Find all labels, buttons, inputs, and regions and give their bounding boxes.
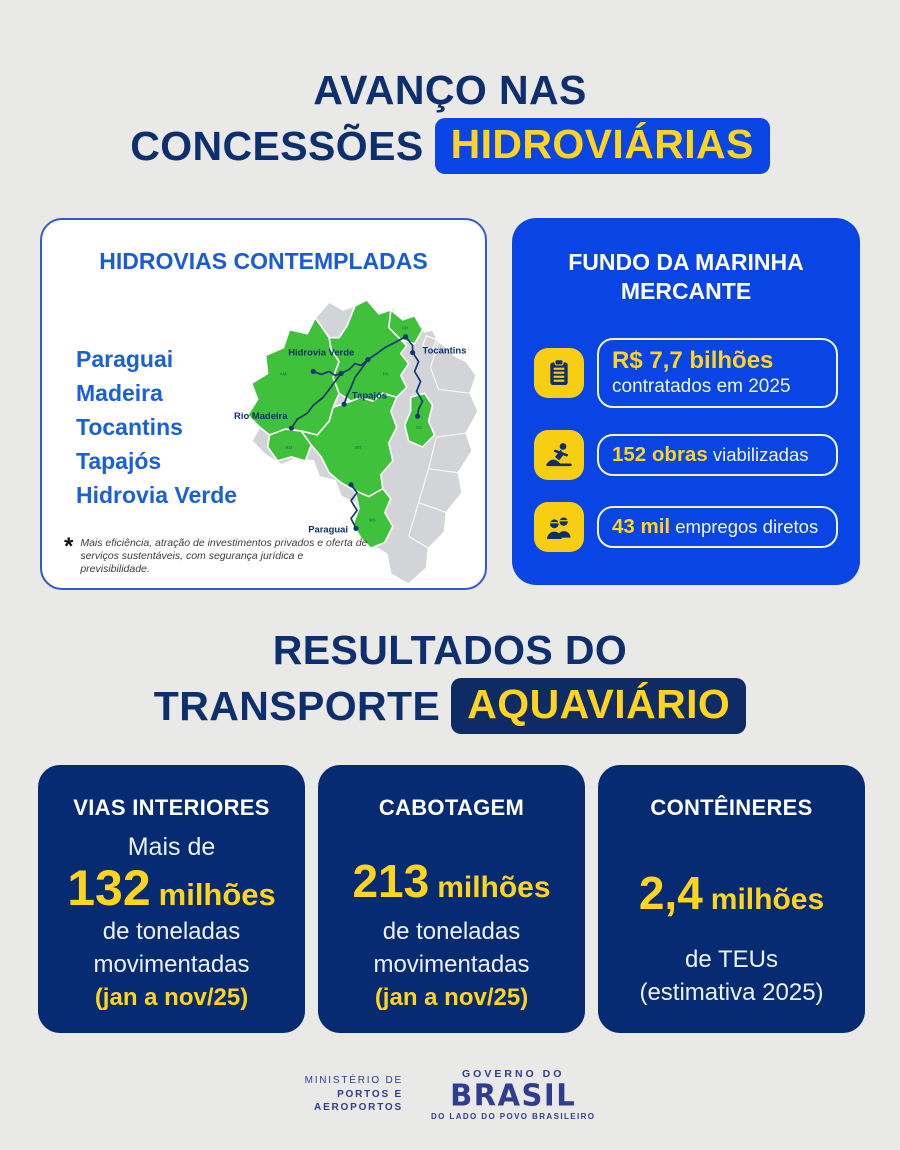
fmm-stat-label: viabilizadas bbox=[707, 444, 809, 465]
state-tag-mt: MT bbox=[355, 444, 362, 450]
big-unit: milhões bbox=[158, 877, 276, 912]
hidrovias-card-title: HIDROVIAS CONTEMPLADAS bbox=[99, 248, 428, 274]
fmm-card-title bbox=[532, 248, 840, 306]
card-line2: movimentadas bbox=[93, 950, 250, 978]
card-big-value bbox=[598, 869, 865, 917]
big-unit: milhões bbox=[710, 883, 825, 916]
hidrovias-list bbox=[76, 342, 237, 512]
footnote-asterisk: * bbox=[64, 533, 74, 560]
fmm-stat-value: 152 obras bbox=[612, 443, 708, 466]
fmm-stat-value: R$ 7,7 bilhões bbox=[612, 347, 774, 374]
card-prefix: Mais de bbox=[127, 833, 216, 861]
fmm-stat-label: empregos diretos bbox=[670, 516, 819, 537]
card-title: VIAS INTERIORES bbox=[73, 795, 270, 820]
state-tag-pa: PA bbox=[382, 371, 389, 377]
footnote bbox=[64, 533, 369, 576]
fmm-stat-value: 43 mil bbox=[612, 515, 671, 538]
map-label-tocantins: Tocantins bbox=[422, 344, 467, 356]
fmm-title-line1: FUNDO DA MARINHA bbox=[568, 249, 804, 275]
results-title-highlight: AQUAVIÁRIO bbox=[451, 678, 746, 734]
card-line2: movimentadas bbox=[373, 951, 530, 979]
results-title bbox=[0, 622, 900, 734]
card-line2: (estimativa 2025) bbox=[639, 979, 824, 1007]
card-line1: de toneladas bbox=[382, 918, 521, 946]
fmm-stat-row bbox=[534, 502, 838, 552]
fmm-stat-label: contratados em 2025 bbox=[612, 376, 791, 397]
state-tag-ro: RO bbox=[285, 444, 293, 450]
fmm-title-line2: MERCANTE bbox=[620, 278, 752, 304]
list-item-paraguai: Paraguai bbox=[76, 346, 174, 372]
construction-worker-icon bbox=[534, 430, 584, 480]
page-title bbox=[0, 62, 900, 174]
card-line1: de toneladas bbox=[102, 917, 241, 945]
card-title: CABOTAGEM bbox=[378, 795, 525, 820]
list-item-tapajos: Tapajós bbox=[76, 448, 162, 474]
card-big-value bbox=[38, 862, 305, 915]
map-label-rio-madeira: Rio Madeira bbox=[234, 410, 288, 422]
list-item-tocantins: Tocantins bbox=[76, 414, 183, 440]
card-big-value bbox=[318, 857, 585, 905]
map-label-tapajos: Tapajós bbox=[352, 389, 387, 401]
card-title: CONTÊINERES bbox=[650, 795, 813, 820]
ministry-line2: PORTOS E bbox=[337, 1088, 403, 1100]
vias-interiores-card bbox=[38, 765, 305, 1033]
footer bbox=[0, 1068, 900, 1121]
gov-logo-top: GOVERNO DO bbox=[462, 1068, 565, 1080]
list-item-madeira: Madeira bbox=[76, 380, 163, 406]
ministry-logo bbox=[305, 1074, 403, 1115]
footnote-text: Mais eficiência, atração de investimentos privados e oferta de serviços sustentáveis, com segurança jurídica e previsibilidade. bbox=[80, 537, 368, 575]
card-line1: de TEUs bbox=[685, 946, 778, 974]
clipboard-icon bbox=[534, 348, 584, 398]
card-period: (jan a nov/25) bbox=[374, 984, 529, 1012]
fmm-stat-pill bbox=[597, 506, 838, 548]
fmm-stat-pill bbox=[597, 338, 838, 408]
page-title-line2: CONCESSÕES bbox=[130, 122, 424, 169]
page-title-line1: AVANÇO NAS bbox=[313, 66, 587, 113]
map-label-paraguai: Paraguai bbox=[308, 523, 349, 535]
map-label-hidrovia-verde: Hidrovia Verde bbox=[288, 346, 355, 358]
state-tag-am: AM bbox=[279, 371, 287, 377]
workers-icon bbox=[534, 502, 584, 552]
state-tag-ap: AP bbox=[401, 325, 409, 331]
results-title-line2: TRANSPORTE bbox=[153, 682, 441, 729]
gov-logo-wordmark: BRASIL bbox=[450, 1077, 577, 1113]
ministry-line1: MINISTÉRIO DE bbox=[304, 1075, 403, 1087]
big-unit: milhões bbox=[437, 871, 551, 904]
fmm-stat-row bbox=[534, 430, 838, 480]
fmm-stat-pill bbox=[597, 434, 838, 476]
results-title-line1: RESULTADOS DO bbox=[272, 626, 628, 673]
ministry-line3: AEROPORTOS bbox=[314, 1102, 403, 1114]
governo-do-brasil-logo bbox=[431, 1068, 595, 1121]
fmm-stat-row bbox=[534, 338, 838, 408]
big-number: 2,4 bbox=[638, 867, 703, 919]
list-item-hidrovia-verde: Hidrovia Verde bbox=[76, 482, 238, 508]
state-tag-ms: MS bbox=[368, 517, 376, 523]
hidrovias-card bbox=[40, 218, 487, 590]
big-number: 213 bbox=[352, 855, 430, 907]
state-tag-to: TO bbox=[415, 425, 422, 431]
gov-logo-tagline: DO LADO DO POVO BRASILEIRO bbox=[430, 1112, 596, 1121]
cabotagem-card bbox=[318, 765, 585, 1033]
page-title-highlight: HIDROVIÁRIAS bbox=[435, 118, 770, 174]
conteineres-card bbox=[598, 765, 865, 1033]
card-period: (jan a nov/25) bbox=[94, 983, 249, 1011]
fmm-card bbox=[512, 218, 860, 585]
big-number: 132 bbox=[67, 860, 151, 916]
